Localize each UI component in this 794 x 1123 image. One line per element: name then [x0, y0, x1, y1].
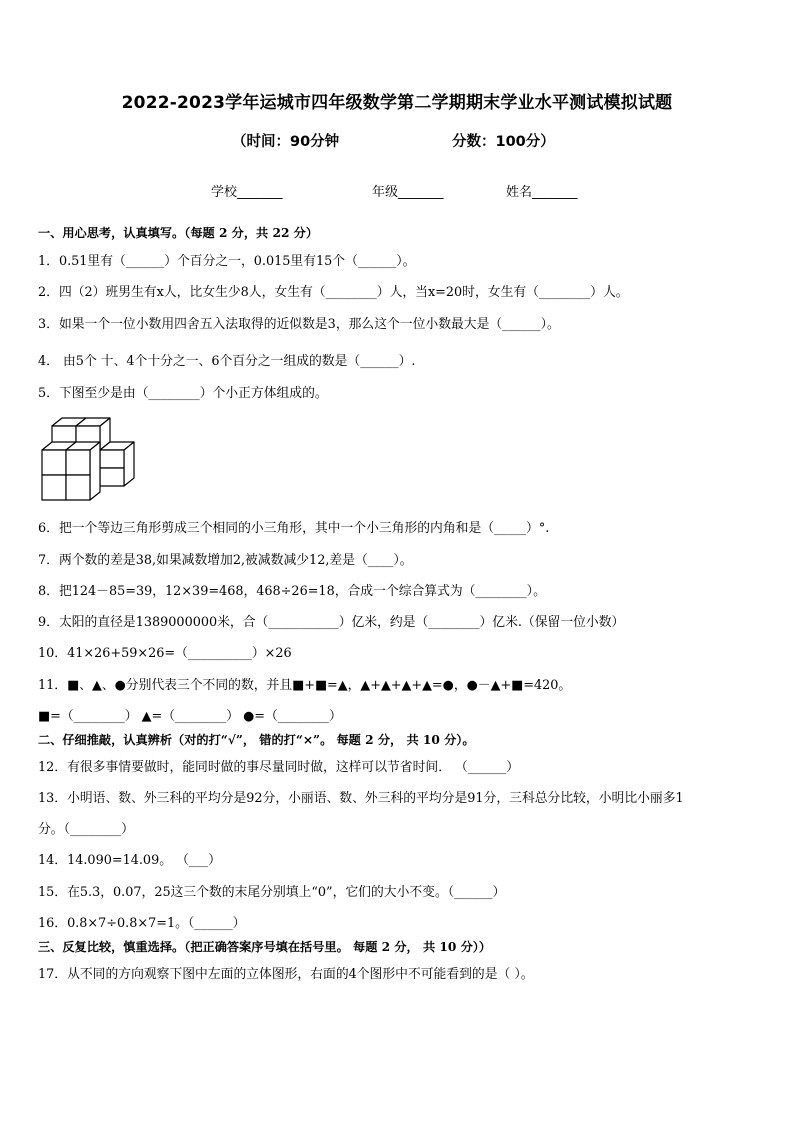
question-12: 12．有很多事情要做时，能同时做的事尽量同时做，这样可以节省时间． （______） — [38, 760, 520, 775]
grade-field: 年级_______ — [372, 185, 444, 200]
question-2: 2．四（2）班男生有x人，比女生少8人，女生有（________）人，当x=20时，女生有（________）人。 — [38, 285, 629, 300]
question-8: 8．把124－85=39，12×39=468，468÷26=18，合成一个综合算式为（________）。 — [38, 584, 546, 599]
school-field: 学校_______ — [211, 185, 283, 200]
question-1: 1．0.51里有（______）个百分之一，0.015里有15个（______）。 — [38, 254, 416, 269]
question-10: 10．41×26+59×26=（__________）×26 — [38, 646, 292, 661]
exam-score: 分数：100分） — [452, 134, 555, 150]
question-16: 16．0.8×7÷0.8×7=1。（______） — [38, 916, 246, 931]
exam-time: （时间：90分钟 — [232, 134, 340, 150]
question-7: 7．两个数的差是38,如果减数增加2,被减数减少12,差是（____）。 — [38, 553, 413, 568]
name-field: 姓名_______ — [506, 185, 578, 200]
question-13: 13．小明语、数、外三科的平均分是92分，小丽语、数、外三科的平均分是91分，三科总分比较，小明比小丽多1 — [38, 791, 684, 806]
question-11-blanks: ■=（________） ▲=（________） ●=（________） — [38, 709, 342, 724]
page-title: 2022-2023学年运城市四年级数学第二学期期末学业水平测试模拟试题 — [121, 93, 673, 113]
question-5: 5．下图至少是由（________）个小正方体组成的。 — [38, 386, 328, 401]
question-9: 9．太阳的直径是1389000000米，合（___________）亿米，约是（________）亿米.（保留一位小数） — [38, 615, 625, 630]
question-6: 6．把一个等边三角形剪成三个相同的小三角形，其中一个小三角形的内角和是（_____）°. — [38, 521, 550, 536]
section-1-heading: 一、用心思考，认真填写。（每题 2 分，共 22 分） — [38, 226, 319, 240]
question-3: 3．如果一个一位小数用四舍五入法取得的近似数是3，那么这个一位小数最大是（______）。 — [38, 317, 560, 332]
question-14: 14．14.090=14.09。 （___） — [38, 853, 221, 868]
question-17: 17．从不同的方向观察下图中左面的立体图形，右面的4个图形中不可能看到的是（ ）。 — [38, 967, 534, 982]
section-2-heading: 二、仔细推敲，认真辨析（对的打“√”， 错的打“×”。 每题 2 分， 共 10 分）。 — [38, 733, 475, 747]
question-4: 4． 由5个 十、4个十分之一、6个百分之一组成的数是（______）. — [38, 354, 416, 369]
question-13-cont: 分。（________） — [38, 822, 134, 837]
cube-stack-figure — [38, 412, 138, 504]
section-3-heading: 三、反复比较，慎重选择。（把正确答案序号填在括号里。 每题 2 分， 共 10 分）） — [38, 940, 492, 954]
question-11: 11．■、▲、●分别代表三个不同的数，并且■+■=▲，▲+▲+▲+▲=●，●－▲+■=420。 — [38, 678, 572, 693]
question-15: 15．在5.3，0.07，25这三个数的末尾分别填上“0”，它们的大小不变。（______） — [38, 885, 506, 900]
